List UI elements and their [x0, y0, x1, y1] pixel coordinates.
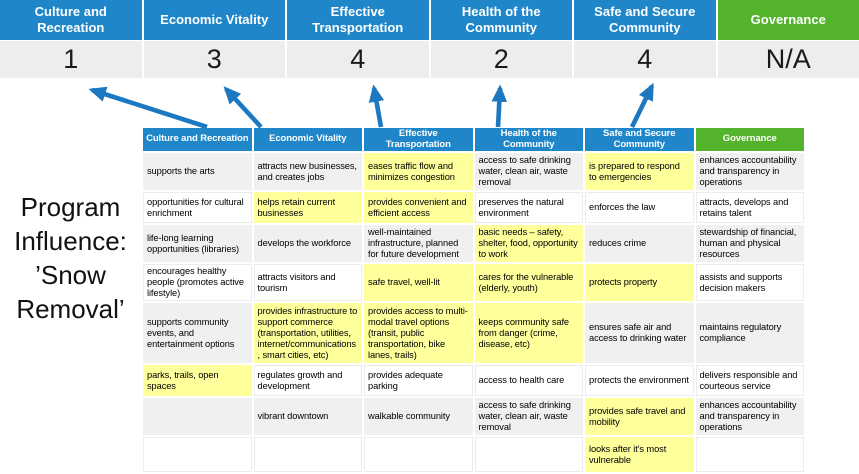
summary-header-effective-transportation: Effective Transportation [287, 0, 429, 40]
matrix-cell: protects the environment [585, 365, 694, 396]
matrix-col-header-effective-transportation: Effective Transportation [364, 128, 473, 151]
matrix-row-6 [143, 365, 804, 396]
summary-header-health-of-the-community: Health of the Community [431, 0, 573, 40]
summary-score-culture-and-recreation: 1 [0, 41, 142, 78]
matrix-cell: parks, trails, open spaces [143, 365, 252, 396]
matrix-header-row [143, 128, 804, 151]
matrix-cell: develops the workforce [254, 225, 363, 262]
summary-score-health-of-the-community: 2 [431, 41, 573, 78]
matrix-cell: helps retain current businesses [254, 192, 363, 223]
matrix-cell: provides safe travel and mobility [585, 398, 694, 435]
matrix-cell: provides infrastructure to support commerce (transportation, utilities, internet/communications, smart cities, etc) [254, 303, 363, 363]
up-arrow-icon-economic-vitality [226, 89, 261, 127]
influence-matrix [141, 126, 806, 474]
matrix-col-header-health-of-the-community: Health of the Community [475, 128, 584, 151]
matrix-cell: attracts visitors and tourism [254, 264, 363, 301]
matrix-cell [254, 437, 363, 472]
matrix-body [143, 153, 804, 472]
matrix-cell: walkable community [364, 398, 473, 435]
matrix-cell: encourages healthy people (promotes active lifestyle) [143, 264, 252, 301]
matrix-cell: attracts new businesses, and creates jobs [254, 153, 363, 190]
matrix-cell: ensures safe air and access to drinking water [585, 303, 694, 363]
summary-score-economic-vitality: 3 [144, 41, 286, 78]
matrix-cell: enhances accountability and transparency in operations [696, 398, 805, 435]
summary-score-effective-transportation: 4 [287, 41, 429, 78]
summary-header-governance: Governance [718, 0, 859, 40]
matrix-cell [364, 437, 473, 472]
up-arrow-icon-safe-and-secure-community [632, 86, 652, 127]
matrix-cell: looks after it's most vulnerable [585, 437, 694, 472]
matrix-cell: assists and supports decision makers [696, 264, 805, 301]
matrix-row-5 [143, 303, 804, 363]
matrix-cell [143, 437, 252, 472]
matrix-cell: opportunities for cultural enrichment [143, 192, 252, 223]
up-arrow-icon-health-of-the-community [498, 88, 500, 127]
matrix-col-header-culture-and-recreation: Culture and Recreation [143, 128, 252, 151]
matrix-cell: preserves the natural environment [475, 192, 584, 223]
matrix-cell: keeps community safe from danger (crime, disease, etc) [475, 303, 584, 363]
up-arrow-icon-culture-and-recreation [92, 90, 207, 127]
program-influence-title: Program Influence: ’Snow Removal’ [0, 190, 141, 326]
matrix-cell: access to safe drinking water, clean air, waste removal [475, 398, 584, 435]
matrix-row-2 [143, 192, 804, 223]
matrix-cell: supports community events, and entertainment options [143, 303, 252, 363]
matrix-cell: well-maintained infrastructure, planned for future development [364, 225, 473, 262]
up-arrow-icon-effective-transportation [374, 88, 381, 127]
matrix-cell: protects property [585, 264, 694, 301]
summary-header-culture-and-recreation: Culture and Recreation [0, 0, 142, 40]
matrix-cell: eases traffic flow and minimizes congestion [364, 153, 473, 190]
matrix-cell: cares for the vulnerable (elderly, youth) [475, 264, 584, 301]
matrix-cell: attracts, develops and retains talent [696, 192, 805, 223]
matrix-cell: regulates growth and development [254, 365, 363, 396]
summary-score-governance: N/A [718, 41, 859, 78]
matrix-cell: access to health care [475, 365, 584, 396]
matrix-cell: provides access to multi-modal travel options (transit, public transportation, bike lanes, trails) [364, 303, 473, 363]
matrix-cell: reduces crime [585, 225, 694, 262]
matrix-cell: is prepared to respond to emergencies [585, 153, 694, 190]
matrix-cell: enhances accountability and transparency in operations [696, 153, 805, 190]
matrix-cell: maintains regulatory compliance [696, 303, 805, 363]
matrix-cell: enforces the law [585, 192, 694, 223]
matrix-cell: provides convenient and efficient access [364, 192, 473, 223]
summary-score-safe-and-secure-community: 4 [574, 41, 716, 78]
matrix-cell [143, 398, 252, 435]
matrix-cell: basic needs – safety, shelter, food, opportunity to work [475, 225, 584, 262]
matrix-row-3 [143, 225, 804, 262]
matrix-col-header-governance: Governance [696, 128, 805, 151]
matrix-row-1 [143, 153, 804, 190]
matrix-col-header-economic-vitality: Economic Vitality [254, 128, 363, 151]
matrix-row-4 [143, 264, 804, 301]
matrix-cell: delivers responsible and courteous service [696, 365, 805, 396]
matrix-cell: provides adequate parking [364, 365, 473, 396]
matrix-cell: supports the arts [143, 153, 252, 190]
matrix-col-header-safe-and-secure-community: Safe and Secure Community [585, 128, 694, 151]
matrix-row-8 [143, 437, 804, 472]
matrix-cell: safe travel, well-lit [364, 264, 473, 301]
matrix-cell: vibrant downtown [254, 398, 363, 435]
priority-summary [0, 0, 859, 78]
matrix-cell [475, 437, 584, 472]
matrix-row-7 [143, 398, 804, 435]
summary-header-economic-vitality: Economic Vitality [144, 0, 286, 40]
matrix-cell [696, 437, 805, 472]
summary-header-safe-and-secure-community: Safe and Secure Community [574, 0, 716, 40]
matrix-cell: access to safe drinking water, clean air, waste removal [475, 153, 584, 190]
matrix-cell: life-long learning opportunities (libraries) [143, 225, 252, 262]
matrix-cell: stewardship of financial, human and physical resources [696, 225, 805, 262]
